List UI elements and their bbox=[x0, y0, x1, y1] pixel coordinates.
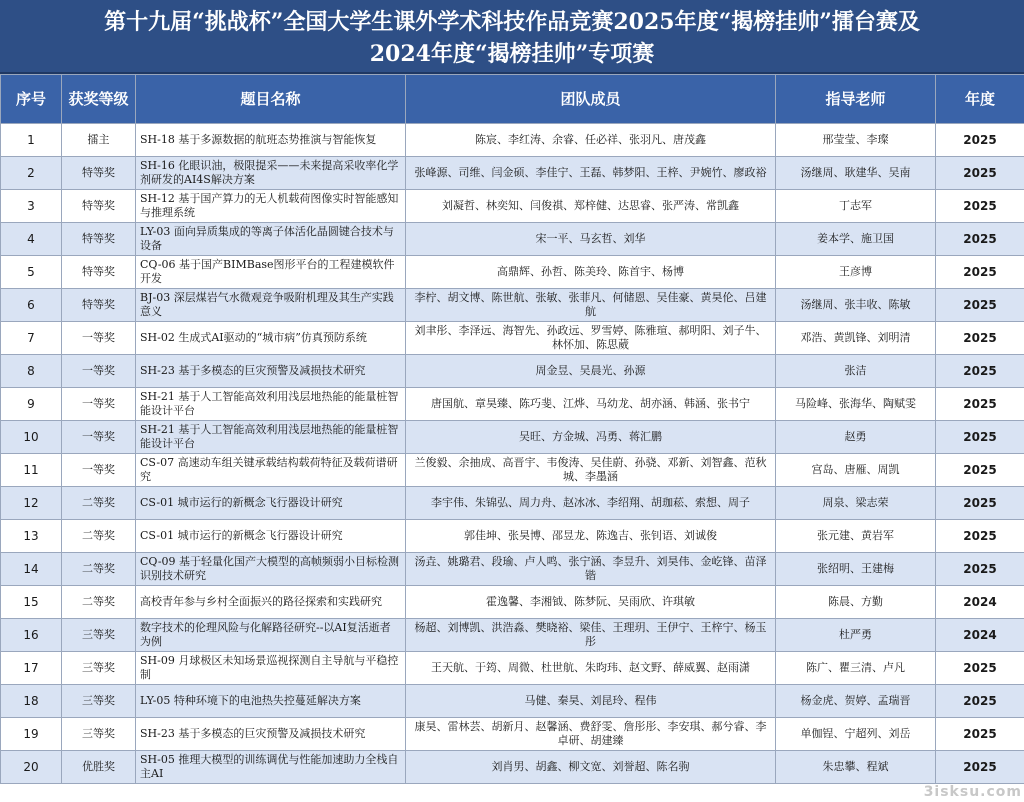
cell-advisor: 丁志军 bbox=[776, 190, 936, 223]
table-row bbox=[1, 388, 1024, 421]
cell-award: 一等奖 bbox=[62, 388, 136, 421]
table-row bbox=[1, 421, 1024, 454]
cell-seq: 1 bbox=[1, 124, 62, 157]
table-row bbox=[1, 520, 1024, 553]
table-row bbox=[1, 223, 1024, 256]
cell-advisor: 陈广、瞿三清、卢凡 bbox=[776, 652, 936, 685]
cell-seq: 13 bbox=[1, 520, 62, 553]
cell-team: 吴旺、方金城、冯勇、蒋汇鹏 bbox=[406, 421, 776, 454]
page-title bbox=[0, 0, 1024, 74]
cell-project: CS-01 城市运行的新概念飞行器设计研究 bbox=[136, 487, 406, 520]
cell-advisor: 张洁 bbox=[776, 355, 936, 388]
cell-seq: 8 bbox=[1, 355, 62, 388]
awards-table bbox=[0, 74, 1024, 784]
cell-project: CQ-06 基于国产BIMBase图形平台的工程建模软件开发 bbox=[136, 256, 406, 289]
cell-team: 唐国航、章昊臻、陈巧斐、江烨、马幼龙、胡亦涵、韩涵、张书宁 bbox=[406, 388, 776, 421]
cell-award: 特等奖 bbox=[62, 289, 136, 322]
cell-award: 二等奖 bbox=[62, 553, 136, 586]
cell-advisor: 杜严勇 bbox=[776, 619, 936, 652]
cell-year: 2025 bbox=[936, 553, 1024, 586]
cell-year: 2024 bbox=[936, 619, 1024, 652]
cell-project: 高校青年参与乡村全面振兴的路径探索和实践研究 bbox=[136, 586, 406, 619]
cell-year: 2025 bbox=[936, 289, 1024, 322]
cell-project: CS-01 城市运行的新概念飞行器设计研究 bbox=[136, 520, 406, 553]
cell-advisor: 马险峰、张海华、陶赋雯 bbox=[776, 388, 936, 421]
cell-year: 2024 bbox=[936, 586, 1024, 619]
cell-seq: 7 bbox=[1, 322, 62, 355]
cell-seq: 20 bbox=[1, 751, 62, 784]
cell-year: 2025 bbox=[936, 256, 1024, 289]
cell-project: SH-18 基于多源数据的航班态势推演与智能恢复 bbox=[136, 124, 406, 157]
cell-year: 2025 bbox=[936, 520, 1024, 553]
header-year: 年度 bbox=[936, 75, 1024, 124]
table-body bbox=[1, 124, 1024, 784]
cell-advisor: 朱忠攀、程斌 bbox=[776, 751, 936, 784]
cell-award: 一等奖 bbox=[62, 355, 136, 388]
cell-project: SH-05 推理大模型的训练调优与性能加速助力全栈自主AI bbox=[136, 751, 406, 784]
cell-seq: 6 bbox=[1, 289, 62, 322]
table-row bbox=[1, 553, 1024, 586]
cell-team: 李柠、胡文博、陈世航、张敏、张菲凡、何储恩、吴佳豪、黄昊伦、吕建航 bbox=[406, 289, 776, 322]
cell-advisor: 陈晨、方勤 bbox=[776, 586, 936, 619]
table-row bbox=[1, 322, 1024, 355]
cell-seq: 19 bbox=[1, 718, 62, 751]
cell-team: 刘凝哲、林奕知、闫俊祺、郑梓健、达思睿、张严涛、常凯鑫 bbox=[406, 190, 776, 223]
cell-advisor: 汤继周、耿建华、吴南 bbox=[776, 157, 936, 190]
cell-year: 2025 bbox=[936, 322, 1024, 355]
cell-award: 二等奖 bbox=[62, 586, 136, 619]
cell-year: 2025 bbox=[936, 190, 1024, 223]
cell-advisor: 邢莹莹、李璨 bbox=[776, 124, 936, 157]
cell-award: 特等奖 bbox=[62, 157, 136, 190]
header-project: 题目名称 bbox=[136, 75, 406, 124]
title-line-2: 2024年度“揭榜挂帅”专项赛 bbox=[369, 41, 655, 67]
cell-team: 杨超、刘博凯、洪浩淼、樊晓裕、梁佳、王理玥、王伊宁、王梓宁、杨玉彤 bbox=[406, 619, 776, 652]
cell-advisor: 张绍明、王建梅 bbox=[776, 553, 936, 586]
cell-team: 王天航、于筠、周微、杜世航、朱昀玮、赵文野、薛威翼、赵雨潇 bbox=[406, 652, 776, 685]
cell-award: 二等奖 bbox=[62, 520, 136, 553]
cell-project: SH-02 生成式AI驱动的“城市病”仿真预防系统 bbox=[136, 322, 406, 355]
cell-award: 特等奖 bbox=[62, 256, 136, 289]
cell-year: 2025 bbox=[936, 124, 1024, 157]
title-line-1: 第十九届“挑战杯”全国大学生课外学术科技作品竞赛2025年度“揭榜挂帅”擂台赛及 bbox=[104, 9, 920, 35]
cell-seq: 10 bbox=[1, 421, 62, 454]
cell-year: 2025 bbox=[936, 454, 1024, 487]
cell-award: 特等奖 bbox=[62, 190, 136, 223]
cell-seq: 9 bbox=[1, 388, 62, 421]
cell-award: 三等奖 bbox=[62, 652, 136, 685]
table-row bbox=[1, 718, 1024, 751]
table-row bbox=[1, 190, 1024, 223]
table-row bbox=[1, 124, 1024, 157]
cell-year: 2025 bbox=[936, 157, 1024, 190]
cell-seq: 12 bbox=[1, 487, 62, 520]
cell-seq: 11 bbox=[1, 454, 62, 487]
cell-advisor: 姜本学、施卫国 bbox=[776, 223, 936, 256]
cell-team: 刘肖男、胡鑫、柳文宽、刘誉超、陈名驹 bbox=[406, 751, 776, 784]
cell-year: 2025 bbox=[936, 223, 1024, 256]
table-row bbox=[1, 355, 1024, 388]
cell-project: SH-09 月球极区未知场景巡视探测自主导航与平稳控制 bbox=[136, 652, 406, 685]
cell-advisor: 周泉、梁志荣 bbox=[776, 487, 936, 520]
cell-team: 张峰源、司维、闫金硕、李佳宁、王磊、韩梦阳、王梓、尹婉竹、廖政裕 bbox=[406, 157, 776, 190]
table-row bbox=[1, 652, 1024, 685]
cell-team: 陈宸、李红涛、余睿、任必祥、张羽凡、唐茂鑫 bbox=[406, 124, 776, 157]
cell-project: SH-21 基于人工智能高效利用浅层地热能的能量桩智能设计平台 bbox=[136, 388, 406, 421]
cell-seq: 14 bbox=[1, 553, 62, 586]
cell-seq: 17 bbox=[1, 652, 62, 685]
cell-year: 2025 bbox=[936, 487, 1024, 520]
table-row bbox=[1, 256, 1024, 289]
cell-year: 2025 bbox=[936, 388, 1024, 421]
cell-advisor: 王彦博 bbox=[776, 256, 936, 289]
cell-seq: 2 bbox=[1, 157, 62, 190]
cell-project: LY-03 面向异质集成的等离子体活化晶圆键合技术与设备 bbox=[136, 223, 406, 256]
table-row bbox=[1, 751, 1024, 784]
cell-project: SH-21 基于人工智能高效利用浅层地热能的能量桩智能设计平台 bbox=[136, 421, 406, 454]
cell-year: 2025 bbox=[936, 652, 1024, 685]
cell-award: 优胜奖 bbox=[62, 751, 136, 784]
cell-advisor: 宫岛、唐雁、周凯 bbox=[776, 454, 936, 487]
cell-advisor: 张元建、黄岩军 bbox=[776, 520, 936, 553]
cell-team: 周金昱、吴晨光、孙源 bbox=[406, 355, 776, 388]
cell-project: SH-16 化眼识油，极限提采——未来提高采收率化学剂研发的AI4S解决方案 bbox=[136, 157, 406, 190]
cell-award: 一等奖 bbox=[62, 454, 136, 487]
cell-team: 康昊、雷林芸、胡新月、赵馨涵、费舒雯、詹彤彤、李安琪、郝兮睿、李卓研、胡建臻 bbox=[406, 718, 776, 751]
table-row bbox=[1, 586, 1024, 619]
cell-seq: 18 bbox=[1, 685, 62, 718]
cell-advisor: 赵勇 bbox=[776, 421, 936, 454]
cell-award: 二等奖 bbox=[62, 487, 136, 520]
table-row bbox=[1, 685, 1024, 718]
cell-year: 2025 bbox=[936, 751, 1024, 784]
cell-seq: 16 bbox=[1, 619, 62, 652]
cell-project: BJ-03 深层煤岩气水微观竞争吸附机理及其生产实践意义 bbox=[136, 289, 406, 322]
cell-advisor: 杨金虎、贺婷、孟瑞晋 bbox=[776, 685, 936, 718]
cell-team: 郭佳坤、张昊博、邵昱龙、陈逸吉、张钊语、刘诚俊 bbox=[406, 520, 776, 553]
cell-project: SH-23 基于多模态的巨灾预警及减损技术研究 bbox=[136, 355, 406, 388]
cell-seq: 4 bbox=[1, 223, 62, 256]
table-row bbox=[1, 157, 1024, 190]
cell-award: 一等奖 bbox=[62, 322, 136, 355]
cell-project: LY-05 特种环境下的电池热失控蔓延解决方案 bbox=[136, 685, 406, 718]
cell-advisor: 汤继周、张丰收、陈敏 bbox=[776, 289, 936, 322]
table-row bbox=[1, 619, 1024, 652]
cell-team: 高鼎辉、孙哲、陈美玲、陈首宇、杨博 bbox=[406, 256, 776, 289]
cell-team: 霍逸馨、李湘钺、陈梦阮、吴雨欣、许琪敏 bbox=[406, 586, 776, 619]
cell-project: CQ-09 基于轻量化国产大模型的高帧频弱小目标检测识别技术研究 bbox=[136, 553, 406, 586]
table-row bbox=[1, 487, 1024, 520]
cell-award: 擂主 bbox=[62, 124, 136, 157]
cell-advisor: 单伽锃、宁超列、刘岳 bbox=[776, 718, 936, 751]
cell-team: 李宇伟、朱锦弘、周力舟、赵冰冰、李绍翔、胡珈菘、索想、周子 bbox=[406, 487, 776, 520]
cell-project: 数字技术的伦理风险与化解路径研究--以AI复活逝者为例 bbox=[136, 619, 406, 652]
header-team: 团队成员 bbox=[406, 75, 776, 124]
header-seq: 序号 bbox=[1, 75, 62, 124]
cell-award: 三等奖 bbox=[62, 685, 136, 718]
cell-award: 一等奖 bbox=[62, 421, 136, 454]
cell-year: 2025 bbox=[936, 355, 1024, 388]
cell-team: 汤垚、姚璐君、段瑜、卢人鸣、张宁涵、李昱升、刘昊伟、金屹锋、苗泽锴 bbox=[406, 553, 776, 586]
cell-project: CS-07 高速动车组关键承载结构载荷特征及载荷谱研究 bbox=[136, 454, 406, 487]
cell-seq: 15 bbox=[1, 586, 62, 619]
cell-team: 兰俊毅、余抽成、高晋宇、韦俊涛、吴佳蔚、孙骁、邓新、刘智鑫、范秋城、李墨涵 bbox=[406, 454, 776, 487]
table-row bbox=[1, 454, 1024, 487]
cell-seq: 5 bbox=[1, 256, 62, 289]
table-header-row bbox=[1, 75, 1024, 124]
cell-year: 2025 bbox=[936, 718, 1024, 751]
watermark: 3isksu.com bbox=[923, 784, 1022, 800]
cell-project: SH-12 基于国产算力的无人机载荷图像实时智能感知与推理系统 bbox=[136, 190, 406, 223]
header-advisor: 指导老师 bbox=[776, 75, 936, 124]
cell-team: 马健、秦昊、刘昆玲、程伟 bbox=[406, 685, 776, 718]
cell-advisor: 邓浩、黄凯锋、刘明清 bbox=[776, 322, 936, 355]
table-row bbox=[1, 289, 1024, 322]
cell-year: 2025 bbox=[936, 685, 1024, 718]
cell-project: SH-23 基于多模态的巨灾预警及减损技术研究 bbox=[136, 718, 406, 751]
cell-seq: 3 bbox=[1, 190, 62, 223]
cell-award: 特等奖 bbox=[62, 223, 136, 256]
cell-team: 宋一平、马玄哲、刘华 bbox=[406, 223, 776, 256]
cell-award: 三等奖 bbox=[62, 619, 136, 652]
cell-award: 三等奖 bbox=[62, 718, 136, 751]
header-award: 获奖等级 bbox=[62, 75, 136, 124]
cell-team: 刘聿彤、李泽远、海智先、孙政远、罗雪婷、陈雅瑄、郝明阳、刘子牛、林怀加、陈思葳 bbox=[406, 322, 776, 355]
cell-year: 2025 bbox=[936, 421, 1024, 454]
